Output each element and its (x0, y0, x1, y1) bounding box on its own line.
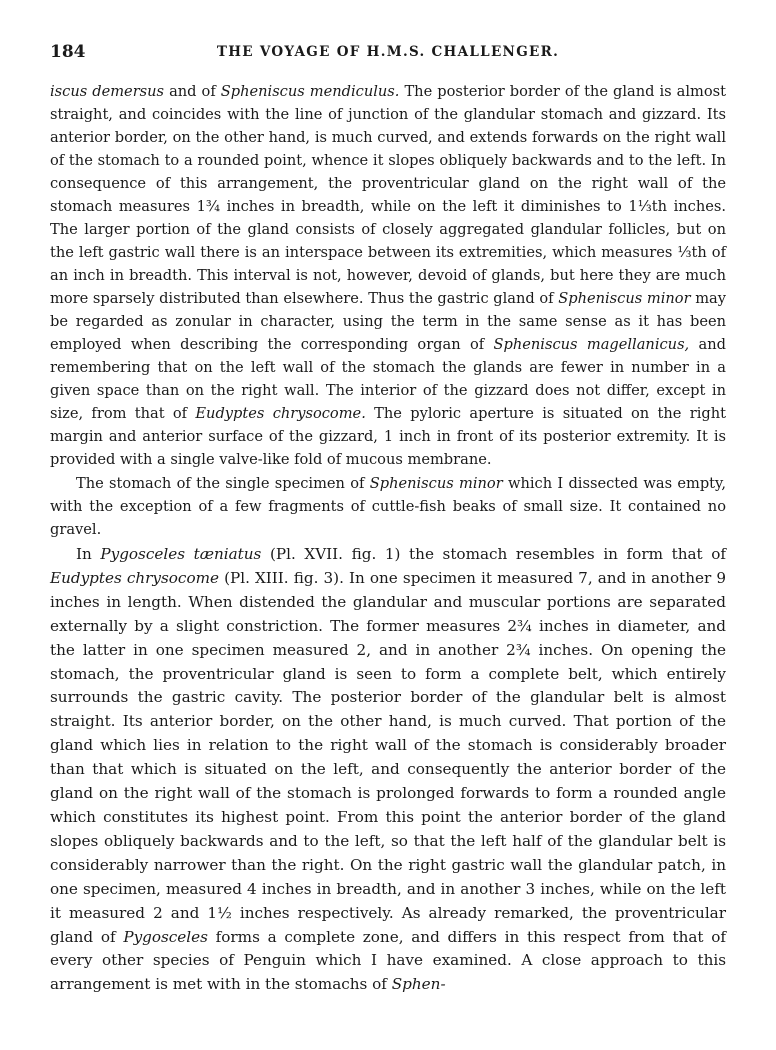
text-fragment: The pyloric aperture is situated on the right margin and anterior surface of the gizzard, 1 inch in front of its posterior extremity. It is provided with a single valve-like fold of mucous membrane. (50, 405, 726, 468)
text-fragment: and of (164, 83, 221, 100)
text-fragment: (Pl. XVII. fig. 1) the stomach resembles in form that of (261, 545, 727, 563)
paragraph (50, 80, 726, 471)
italic-text-fragment: iscus demersus (50, 83, 165, 100)
italic-text-fragment: Pygosceles tæniatus (100, 545, 262, 563)
text-fragment: The stomach of the single specimen of (76, 475, 370, 492)
italic-text-fragment: Spheniscus minor (369, 475, 503, 492)
italic-text-fragment: Pygosceles (123, 927, 208, 946)
paragraph (50, 472, 726, 541)
text-fragment: may be regarded as zonular in character, using the term in the same sense as it has been employed when describing the corresponding organ of (50, 290, 726, 353)
page-header (50, 42, 726, 64)
italic-text-fragment: Eudyptes chrysocome (50, 568, 219, 587)
page-number: 184 (50, 42, 86, 62)
paragraph (50, 543, 726, 997)
text-fragment: (Pl. XIII. fig. 3). In one specimen it measured 7, and in another 9 inches in length. When distended the glandular and muscular portions are separated externally by a slight constriction. The former measures 2¾ inches in diameter, and the latter in one specimen measured 2, and in another 2¾ inches. On opening the stomach, the proventricular gland is seen to form a complete belt, which entirely surrounds the gastric cavity. The posterior border of the glandular belt is almost straight. Its anterior border, on the other hand, is much curved. That portion of the gland which lies in relation to the right wall of the stomach is considerably broader than that which is situated on the left, and consequently the anterior border of the gland on the right wall of the stomach is prolonged forwards to form a rounded angle which constitutes its highest point. From this point the anterior border of the gland slopes obliquely backwards and to the left, so that the left half of the glandular belt is considerably narrower than the right. On the right gastric wall the glandular patch, in one specimen, measured 4 inches in breadth, and in another 3 inches, while on the left it measured 2 and 1½ inches respectively. As already remarked, the proventricular gland of (50, 568, 726, 946)
text-fragment: forms a complete zone, and differs in this respect from that of every other species of Penguin which I have examined. A close approach to this arrangement is met with in the stomachs of (50, 927, 726, 994)
text-fragment: and remembering that on the left wall of the stomach the glands are fewer in number in a given space than on the right wall. The interior of the gizzard does not differ, except in size, from that of (50, 336, 726, 422)
text-fragment: The posterior border of the gland is almost straight, and coincides with the line of junction of the glandular stomach and gizzard. Its anterior border, on the other hand, is much curved, and extends forwards on the right wall of the stomach to a rounded point, whence it slopes obliquely backwards and to the left. In consequence of this arrangement, the proventricular gland on the right wall of the stomach measures 1¾ inches in breadth, while on the left it diminishes to 1⅓th inches. The larger portion of the gland consists of closely aggregated glandular follicles, but on the left gastric wall there is an interspace between its extremities, which measures ⅓th of an inch in breadth. This interval is not, however, devoid of glands, but here they are much more sparsely distributed than elsewhere. Thus the gastric gland of (50, 83, 726, 307)
italic-text-fragment: Spheniscus mendiculus. (220, 83, 400, 100)
italic-text-fragment: Eudyptes chrysocome. (195, 405, 366, 422)
running-title: THE VOYAGE OF H.M.S. CHALLENGER. (216, 44, 560, 60)
body-text (50, 80, 726, 997)
italic-text-fragment: Spheniscus magellanicus, (493, 336, 690, 353)
text-fragment: which I dissected was empty, with the exception of a few fragments of cuttle-fish beaks of small size. It contained no gravel. (50, 475, 726, 538)
text-fragment: In (76, 545, 101, 563)
italic-text-fragment: Sphen- (391, 975, 446, 994)
italic-text-fragment: Spheniscus minor (558, 290, 691, 307)
